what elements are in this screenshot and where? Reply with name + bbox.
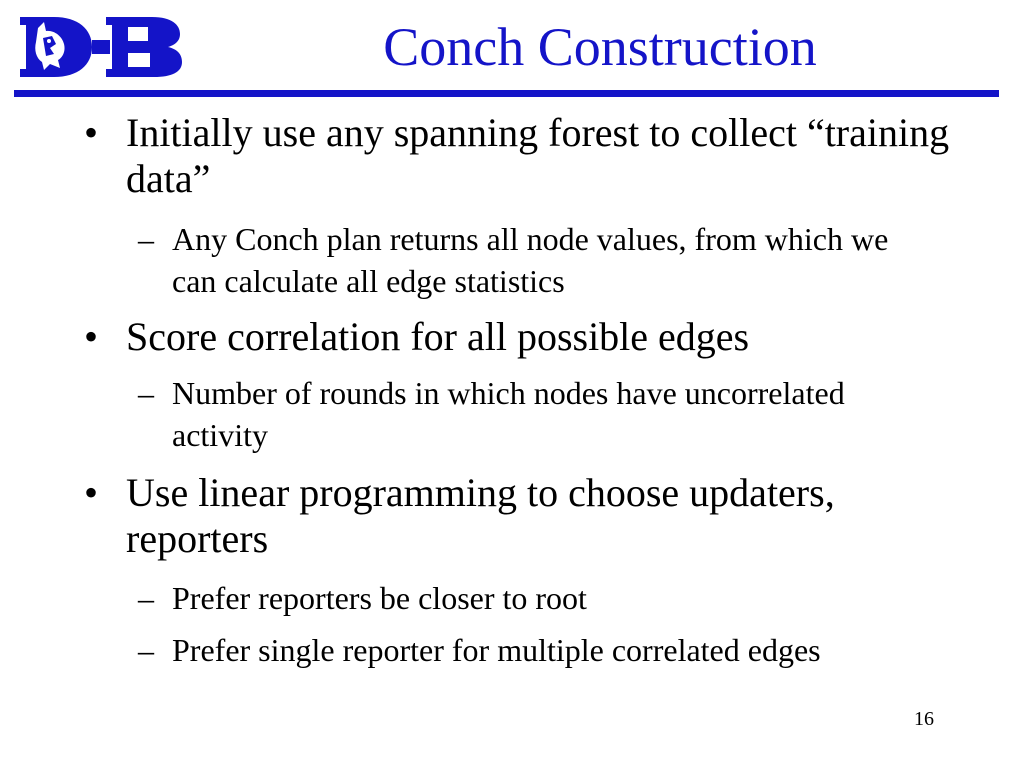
dash-marker: – [138, 580, 154, 616]
bullet-item-3 [84, 470, 954, 562]
bullet-marker: • [84, 470, 99, 515]
sub-bullet-text: Prefer single reporter for multiple correlated edges [172, 632, 821, 668]
sub-bullet-text: Any Conch plan returns all node values, from which we can calculate all edge statistics [172, 221, 889, 299]
dash-marker: – [138, 375, 154, 411]
sub-bullet-text: Number of rounds in which nodes have uncorrelated activity [172, 375, 845, 453]
sub-bullet-item-2-1 [138, 372, 928, 456]
bullet-text: Use linear programming to choose updaters, reporters [126, 470, 835, 561]
dash-marker: – [138, 221, 154, 257]
bullet-text: Score correlation for all possible edges [126, 314, 750, 359]
bullet-marker: • [84, 314, 99, 359]
sub-bullet-text: Prefer reporters be closer to root [172, 580, 587, 616]
sub-bullet-item-1-1 [138, 218, 928, 302]
bullet-text: Initially use any spanning forest to collect “training data” [126, 110, 950, 201]
bullet-marker: • [84, 110, 99, 155]
bullet-item-2 [84, 314, 954, 360]
sub-bullet-item-3-2 [138, 629, 928, 671]
dash-marker: – [138, 632, 154, 668]
sub-bullet-item-3-1 [138, 577, 928, 619]
page-number: 16 [914, 708, 934, 730]
slide-title: Conch Construction [383, 17, 817, 77]
bullet-item-1 [84, 110, 954, 202]
